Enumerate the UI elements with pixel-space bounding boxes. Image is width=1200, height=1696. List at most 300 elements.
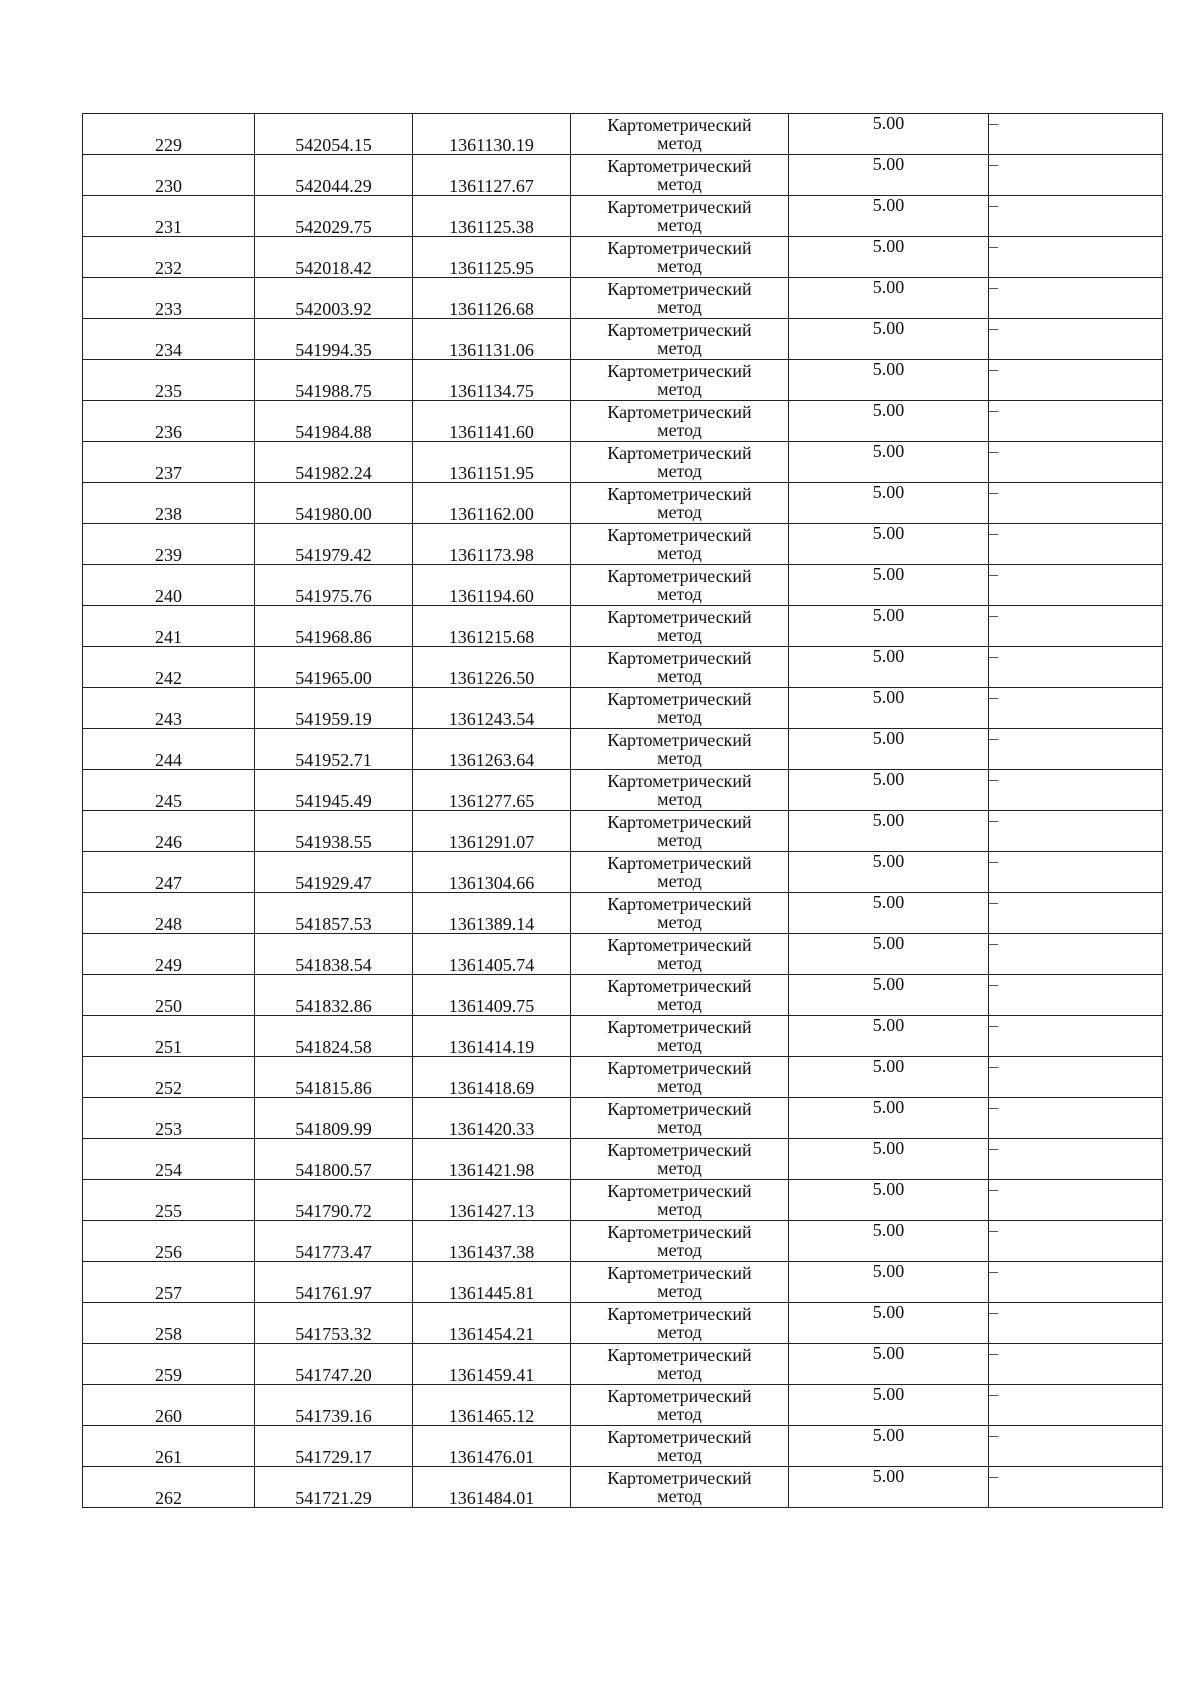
description-cell: –: [989, 893, 1163, 934]
table-row: [83, 483, 1163, 524]
y-coordinate-cell: 1361405.74: [413, 934, 571, 975]
method-cell: [571, 278, 789, 319]
y-coordinate-cell: 1361131.06: [413, 319, 571, 360]
method-line-2: метод: [657, 502, 702, 522]
y-coordinate-cell: 1361421.98: [413, 1139, 571, 1180]
method-line-2: метод: [657, 789, 702, 809]
method-line-2: метод: [657, 1486, 702, 1506]
table-row: [83, 401, 1163, 442]
accuracy-cell: 5.00: [789, 237, 989, 278]
table-row: [83, 688, 1163, 729]
x-coordinate-cell: 542003.92: [255, 278, 413, 319]
description-cell: –: [989, 1426, 1163, 1467]
point-number-cell: 243: [83, 688, 255, 729]
y-coordinate-cell: 1361437.38: [413, 1221, 571, 1262]
point-number-cell: 259: [83, 1344, 255, 1385]
table-row: [83, 1385, 1163, 1426]
method-line-1: Картометрический: [607, 566, 752, 586]
accuracy-cell: 5.00: [789, 975, 989, 1016]
method-cell: [571, 442, 789, 483]
point-number-cell: 252: [83, 1057, 255, 1098]
method-line-1: Картометрический: [607, 1345, 752, 1365]
x-coordinate-cell: 541815.86: [255, 1057, 413, 1098]
y-coordinate-cell: 1361194.60: [413, 565, 571, 606]
method-line-2: метод: [657, 1363, 702, 1383]
table-row: [83, 811, 1163, 852]
y-coordinate-cell: 1361226.50: [413, 647, 571, 688]
method-cell: [571, 237, 789, 278]
y-coordinate-cell: 1361125.95: [413, 237, 571, 278]
point-number-cell: 246: [83, 811, 255, 852]
method-line-1: Картометрический: [607, 525, 752, 545]
accuracy-cell: 5.00: [789, 893, 989, 934]
accuracy-cell: 5.00: [789, 1385, 989, 1426]
method-line-1: Картометрический: [607, 1140, 752, 1160]
point-number-cell: 230: [83, 155, 255, 196]
method-line-2: метод: [657, 1404, 702, 1424]
method-line-2: метод: [657, 1117, 702, 1137]
method-cell: [571, 688, 789, 729]
accuracy-cell: 5.00: [789, 1262, 989, 1303]
method-line-1: Картометрический: [607, 320, 752, 340]
y-coordinate-cell: 1361151.95: [413, 442, 571, 483]
description-cell: –: [989, 237, 1163, 278]
point-number-cell: 258: [83, 1303, 255, 1344]
coordinates-table: [82, 113, 1163, 1508]
method-cell: [571, 401, 789, 442]
accuracy-cell: 5.00: [789, 647, 989, 688]
x-coordinate-cell: 541739.16: [255, 1385, 413, 1426]
table-row: [83, 1016, 1163, 1057]
description-cell: –: [989, 1098, 1163, 1139]
table-row: [83, 442, 1163, 483]
table-row: [83, 1180, 1163, 1221]
point-number-cell: 257: [83, 1262, 255, 1303]
point-number-cell: 234: [83, 319, 255, 360]
method-line-1: Картометрический: [607, 689, 752, 709]
description-cell: –: [989, 729, 1163, 770]
method-line-2: метод: [657, 830, 702, 850]
table-row: [83, 1344, 1163, 1385]
method-line-1: Картометрический: [607, 279, 752, 299]
table-row: [83, 934, 1163, 975]
accuracy-cell: 5.00: [789, 729, 989, 770]
description-cell: –: [989, 278, 1163, 319]
description-cell: –: [989, 483, 1163, 524]
point-number-cell: 262: [83, 1467, 255, 1508]
method-line-2: метод: [657, 1158, 702, 1178]
accuracy-cell: 5.00: [789, 1139, 989, 1180]
method-line-2: метод: [657, 871, 702, 891]
y-coordinate-cell: 1361445.81: [413, 1262, 571, 1303]
accuracy-cell: 5.00: [789, 1344, 989, 1385]
description-cell: –: [989, 688, 1163, 729]
description-cell: –: [989, 319, 1163, 360]
point-number-cell: 237: [83, 442, 255, 483]
method-line-1: Картометрический: [607, 361, 752, 381]
description-cell: –: [989, 1467, 1163, 1508]
method-cell: [571, 975, 789, 1016]
method-cell: [571, 729, 789, 770]
method-line-1: Картометрический: [607, 1304, 752, 1324]
method-line-2: метод: [657, 912, 702, 932]
x-coordinate-cell: 541938.55: [255, 811, 413, 852]
method-line-1: Картометрический: [607, 402, 752, 422]
accuracy-cell: 5.00: [789, 688, 989, 729]
accuracy-cell: 5.00: [789, 1467, 989, 1508]
point-number-cell: 255: [83, 1180, 255, 1221]
y-coordinate-cell: 1361389.14: [413, 893, 571, 934]
y-coordinate-cell: 1361141.60: [413, 401, 571, 442]
table-row: [83, 360, 1163, 401]
description-cell: –: [989, 196, 1163, 237]
method-cell: [571, 360, 789, 401]
y-coordinate-cell: 1361409.75: [413, 975, 571, 1016]
y-coordinate-cell: 1361125.38: [413, 196, 571, 237]
method-line-1: Картометрический: [607, 812, 752, 832]
accuracy-cell: 5.00: [789, 1180, 989, 1221]
accuracy-cell: 5.00: [789, 1426, 989, 1467]
description-cell: –: [989, 1139, 1163, 1180]
method-line-1: Картометрический: [607, 443, 752, 463]
table-row: [83, 770, 1163, 811]
method-cell: [571, 1221, 789, 1262]
x-coordinate-cell: 541809.99: [255, 1098, 413, 1139]
accuracy-cell: 5.00: [789, 565, 989, 606]
x-coordinate-cell: 542044.29: [255, 155, 413, 196]
method-cell: [571, 155, 789, 196]
table-row: [83, 1221, 1163, 1262]
point-number-cell: 229: [83, 114, 255, 155]
method-line-2: метод: [657, 1076, 702, 1096]
x-coordinate-cell: 541952.71: [255, 729, 413, 770]
x-coordinate-cell: 541824.58: [255, 1016, 413, 1057]
point-number-cell: 241: [83, 606, 255, 647]
table-row: [83, 975, 1163, 1016]
method-line-1: Картометрический: [607, 1099, 752, 1119]
y-coordinate-cell: 1361127.67: [413, 155, 571, 196]
point-number-cell: 235: [83, 360, 255, 401]
point-number-cell: 240: [83, 565, 255, 606]
method-cell: [571, 114, 789, 155]
accuracy-cell: 5.00: [789, 1221, 989, 1262]
table-row: [83, 319, 1163, 360]
method-line-2: метод: [657, 420, 702, 440]
table-row: [83, 606, 1163, 647]
accuracy-cell: 5.00: [789, 442, 989, 483]
y-coordinate-cell: 1361130.19: [413, 114, 571, 155]
accuracy-cell: 5.00: [789, 196, 989, 237]
x-coordinate-cell: 541965.00: [255, 647, 413, 688]
description-cell: –: [989, 1016, 1163, 1057]
method-line-2: метод: [657, 748, 702, 768]
method-line-1: Картометрический: [607, 115, 752, 135]
method-line-2: метод: [657, 379, 702, 399]
y-coordinate-cell: 1361459.41: [413, 1344, 571, 1385]
point-number-cell: 251: [83, 1016, 255, 1057]
description-cell: –: [989, 1344, 1163, 1385]
accuracy-cell: 5.00: [789, 401, 989, 442]
description-cell: –: [989, 565, 1163, 606]
method-line-2: метод: [657, 1199, 702, 1219]
method-cell: [571, 852, 789, 893]
x-coordinate-cell: 541968.86: [255, 606, 413, 647]
description-cell: –: [989, 360, 1163, 401]
y-coordinate-cell: 1361291.07: [413, 811, 571, 852]
accuracy-cell: 5.00: [789, 1057, 989, 1098]
x-coordinate-cell: 541979.42: [255, 524, 413, 565]
y-coordinate-cell: 1361476.01: [413, 1426, 571, 1467]
description-cell: –: [989, 934, 1163, 975]
method-cell: [571, 606, 789, 647]
x-coordinate-cell: 541945.49: [255, 770, 413, 811]
point-number-cell: 250: [83, 975, 255, 1016]
y-coordinate-cell: 1361427.13: [413, 1180, 571, 1221]
method-line-1: Картометрический: [607, 1427, 752, 1447]
x-coordinate-cell: 541959.19: [255, 688, 413, 729]
accuracy-cell: 5.00: [789, 852, 989, 893]
x-coordinate-cell: 541773.47: [255, 1221, 413, 1262]
x-coordinate-cell: 541747.20: [255, 1344, 413, 1385]
x-coordinate-cell: 541800.57: [255, 1139, 413, 1180]
accuracy-cell: 5.00: [789, 114, 989, 155]
method-line-1: Картометрический: [607, 484, 752, 504]
method-line-1: Картометрический: [607, 730, 752, 750]
method-line-2: метод: [657, 338, 702, 358]
method-cell: [571, 1467, 789, 1508]
method-line-2: метод: [657, 1445, 702, 1465]
table-body: [83, 114, 1163, 1508]
x-coordinate-cell: 541753.32: [255, 1303, 413, 1344]
description-cell: –: [989, 975, 1163, 1016]
method-line-1: Картометрический: [607, 1222, 752, 1242]
y-coordinate-cell: 1361277.65: [413, 770, 571, 811]
method-line-1: Картометрический: [607, 894, 752, 914]
accuracy-cell: 5.00: [789, 1016, 989, 1057]
x-coordinate-cell: 541980.00: [255, 483, 413, 524]
y-coordinate-cell: 1361414.19: [413, 1016, 571, 1057]
table-row: [83, 565, 1163, 606]
method-line-2: метод: [657, 543, 702, 563]
method-line-1: Картометрический: [607, 976, 752, 996]
x-coordinate-cell: 541994.35: [255, 319, 413, 360]
point-number-cell: 239: [83, 524, 255, 565]
accuracy-cell: 5.00: [789, 319, 989, 360]
description-cell: –: [989, 1303, 1163, 1344]
description-cell: –: [989, 442, 1163, 483]
y-coordinate-cell: 1361418.69: [413, 1057, 571, 1098]
point-number-cell: 231: [83, 196, 255, 237]
description-cell: –: [989, 647, 1163, 688]
table-row: [83, 114, 1163, 155]
description-cell: –: [989, 770, 1163, 811]
method-line-1: Картометрический: [607, 1058, 752, 1078]
point-number-cell: 245: [83, 770, 255, 811]
table-row: [83, 1303, 1163, 1344]
method-line-2: метод: [657, 1322, 702, 1342]
point-number-cell: 248: [83, 893, 255, 934]
y-coordinate-cell: 1361173.98: [413, 524, 571, 565]
method-cell: [571, 1344, 789, 1385]
x-coordinate-cell: 541975.76: [255, 565, 413, 606]
y-coordinate-cell: 1361126.68: [413, 278, 571, 319]
accuracy-cell: 5.00: [789, 934, 989, 975]
point-number-cell: 253: [83, 1098, 255, 1139]
point-number-cell: 254: [83, 1139, 255, 1180]
method-line-1: Картометрический: [607, 771, 752, 791]
method-line-2: метод: [657, 625, 702, 645]
method-line-2: метод: [657, 215, 702, 235]
y-coordinate-cell: 1361484.01: [413, 1467, 571, 1508]
description-cell: –: [989, 1180, 1163, 1221]
table-row: [83, 1098, 1163, 1139]
method-cell: [571, 1139, 789, 1180]
accuracy-cell: 5.00: [789, 155, 989, 196]
method-cell: [571, 1385, 789, 1426]
method-cell: [571, 565, 789, 606]
x-coordinate-cell: 542018.42: [255, 237, 413, 278]
method-line-2: метод: [657, 461, 702, 481]
point-number-cell: 249: [83, 934, 255, 975]
description-cell: –: [989, 852, 1163, 893]
y-coordinate-cell: 1361454.21: [413, 1303, 571, 1344]
y-coordinate-cell: 1361215.68: [413, 606, 571, 647]
table-row: [83, 196, 1163, 237]
method-cell: [571, 196, 789, 237]
method-line-1: Картометрический: [607, 238, 752, 258]
table-row: [83, 893, 1163, 934]
description-cell: –: [989, 606, 1163, 647]
method-line-2: метод: [657, 1281, 702, 1301]
point-number-cell: 247: [83, 852, 255, 893]
x-coordinate-cell: 542054.15: [255, 114, 413, 155]
method-line-1: Картометрический: [607, 853, 752, 873]
method-line-2: метод: [657, 953, 702, 973]
description-cell: –: [989, 1057, 1163, 1098]
method-line-2: метод: [657, 256, 702, 276]
x-coordinate-cell: 541984.88: [255, 401, 413, 442]
description-cell: –: [989, 811, 1163, 852]
description-cell: –: [989, 1262, 1163, 1303]
method-cell: [571, 1303, 789, 1344]
x-coordinate-cell: 541857.53: [255, 893, 413, 934]
method-cell: [571, 934, 789, 975]
accuracy-cell: 5.00: [789, 770, 989, 811]
description-cell: –: [989, 1385, 1163, 1426]
y-coordinate-cell: 1361134.75: [413, 360, 571, 401]
point-number-cell: 242: [83, 647, 255, 688]
x-coordinate-cell: 542029.75: [255, 196, 413, 237]
x-coordinate-cell: 541982.24: [255, 442, 413, 483]
x-coordinate-cell: 541832.86: [255, 975, 413, 1016]
x-coordinate-cell: 541761.97: [255, 1262, 413, 1303]
method-cell: [571, 1057, 789, 1098]
point-number-cell: 236: [83, 401, 255, 442]
point-number-cell: 232: [83, 237, 255, 278]
method-line-2: метод: [657, 584, 702, 604]
method-cell: [571, 1262, 789, 1303]
method-line-1: Картометрический: [607, 1468, 752, 1488]
method-line-1: Картометрический: [607, 1181, 752, 1201]
point-number-cell: 238: [83, 483, 255, 524]
method-cell: [571, 1426, 789, 1467]
table-row: [83, 155, 1163, 196]
table-row: [83, 1139, 1163, 1180]
method-line-2: метод: [657, 994, 702, 1014]
method-line-2: метод: [657, 174, 702, 194]
method-line-2: метод: [657, 666, 702, 686]
method-cell: [571, 893, 789, 934]
method-line-2: метод: [657, 707, 702, 727]
method-cell: [571, 1180, 789, 1221]
method-cell: [571, 524, 789, 565]
method-cell: [571, 1016, 789, 1057]
method-line-2: метод: [657, 1035, 702, 1055]
accuracy-cell: 5.00: [789, 1303, 989, 1344]
method-line-1: Картометрический: [607, 935, 752, 955]
method-line-2: метод: [657, 1240, 702, 1260]
method-cell: [571, 319, 789, 360]
accuracy-cell: 5.00: [789, 811, 989, 852]
description-cell: –: [989, 524, 1163, 565]
method-cell: [571, 1098, 789, 1139]
table-row: [83, 647, 1163, 688]
accuracy-cell: 5.00: [789, 606, 989, 647]
table-row: [83, 729, 1163, 770]
method-cell: [571, 483, 789, 524]
point-number-cell: 233: [83, 278, 255, 319]
table-row: [83, 237, 1163, 278]
point-number-cell: 244: [83, 729, 255, 770]
description-cell: –: [989, 401, 1163, 442]
x-coordinate-cell: 541838.54: [255, 934, 413, 975]
accuracy-cell: 5.00: [789, 278, 989, 319]
method-line-2: метод: [657, 133, 702, 153]
x-coordinate-cell: 541988.75: [255, 360, 413, 401]
y-coordinate-cell: 1361420.33: [413, 1098, 571, 1139]
method-line-2: метод: [657, 297, 702, 317]
method-cell: [571, 811, 789, 852]
x-coordinate-cell: 541790.72: [255, 1180, 413, 1221]
method-line-1: Картометрический: [607, 648, 752, 668]
description-cell: –: [989, 155, 1163, 196]
method-cell: [571, 770, 789, 811]
y-coordinate-cell: 1361243.54: [413, 688, 571, 729]
accuracy-cell: 5.00: [789, 1098, 989, 1139]
description-cell: –: [989, 1221, 1163, 1262]
accuracy-cell: 5.00: [789, 483, 989, 524]
method-line-1: Картометрический: [607, 607, 752, 627]
description-cell: –: [989, 114, 1163, 155]
accuracy-cell: 5.00: [789, 360, 989, 401]
table-row: [83, 1057, 1163, 1098]
method-line-1: Картометрический: [607, 1386, 752, 1406]
y-coordinate-cell: 1361263.64: [413, 729, 571, 770]
point-number-cell: 261: [83, 1426, 255, 1467]
table-row: [83, 1262, 1163, 1303]
method-line-1: Картометрический: [607, 1263, 752, 1283]
table-row: [83, 524, 1163, 565]
table-row: [83, 278, 1163, 319]
y-coordinate-cell: 1361304.66: [413, 852, 571, 893]
table-row: [83, 852, 1163, 893]
table-row: [83, 1467, 1163, 1508]
point-number-cell: 260: [83, 1385, 255, 1426]
table-row: [83, 1426, 1163, 1467]
x-coordinate-cell: 541721.29: [255, 1467, 413, 1508]
point-number-cell: 256: [83, 1221, 255, 1262]
x-coordinate-cell: 541729.17: [255, 1426, 413, 1467]
